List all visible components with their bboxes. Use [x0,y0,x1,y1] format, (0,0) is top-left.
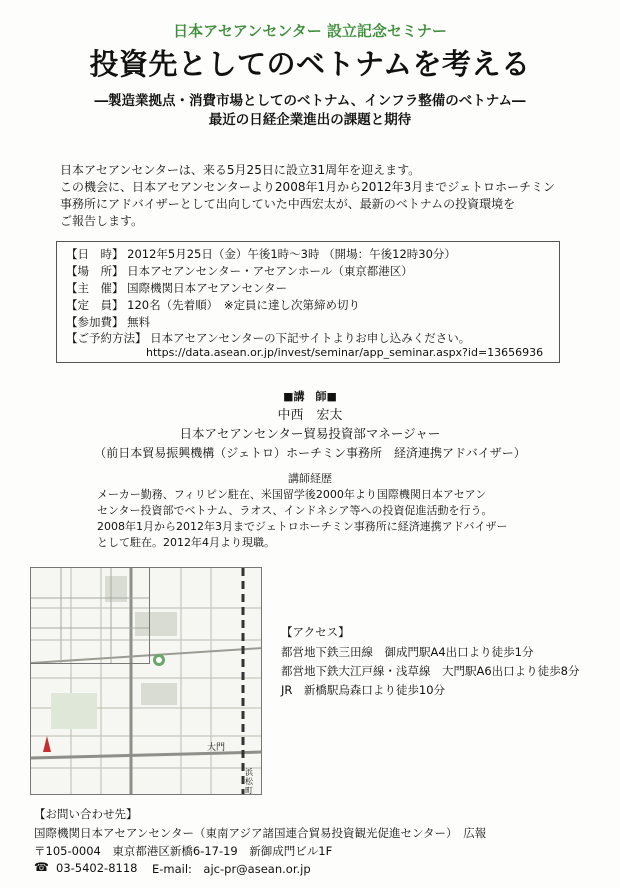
bio-line: センター投資部でベトナム、ラオス、インドネシア等への投資促進活動を行う。 [97,504,493,517]
access-line: 都営地下鉄三田線 御成門駅A4出口より徒歩1分 [281,645,534,659]
contact-address: 〒105-0004 東京都港区新橋6-17-19 新御成門ビル1F [34,844,333,858]
access-map [30,567,262,795]
speaker-title: 日本アセアンセンター貿易投資部マネージャー [179,426,441,441]
bio-line: 2008年1月から2012年3月までジェトロホーチミン事務所に経済連携アドバイザー [97,520,508,533]
contact-phone: 03-5402-8118 [56,861,138,875]
bio-heading: 講師経歴 [288,472,332,485]
speaker-name: 中西 宏太 [277,408,343,423]
phone-icon: ☎ [34,860,49,874]
access-heading: 【アクセス】 [281,625,350,639]
map-label-daimon: 大門 [207,743,226,753]
access-line: JR 新橋駅烏森口より徒歩10分 [281,683,446,697]
speaker-former-position: （前日本貿易振興機構（ジェトロ）ホーチミン事務所 経済連携アドバイザー） [94,446,526,460]
bio-line: メーカー勤務、フィリピン駐在、米国留学後2000年より国際機関日本アセアン [97,488,487,501]
subtitle: ―製造業拠点・消費市場としてのベトナム、インフラ整備のベトナム― [94,93,526,109]
access-line: 都営地下鉄大江戸線・浅草線 大門駅A6出口より徒歩8分 [281,664,580,678]
event-series-title: 日本アセアンセンター 設立記念セミナー [173,22,447,40]
contact-email[interactable]: E-mail: ajc-pr@asean.or.jp [152,862,311,876]
bio-line: として駐在。2012年4月より現職。 [97,536,275,549]
contact-organization: 国際機関日本アセアンセンター（東南アジア諸国連合貿易投資観光促進センター） 広報 [34,826,487,840]
intro-line: 日本アセアンセンターは、来る5月25日に設立31周年を迎えます。 [60,163,421,177]
event-date: 【日 時】 2012年5月25日（金）午後1時～3時 （開場：午後12時30分） [66,247,456,261]
subtitle-2: 最近の日経企業進出の課題と期待 [208,112,412,128]
intro-line: この機会に、日本アセアンセンターより2008年1月から2012年3月までジェトロホーチミン [60,180,556,194]
registration-link[interactable]: https://data.asean.or.jp/invest/seminar/app_seminar.aspx?id=13656936 [146,346,544,359]
speaker-heading: ■講 師■ [283,390,337,403]
event-capacity: 【定 員】 120名（先着順） ※定員に達し次第締め切り [66,298,360,312]
event-fee: 【参加費】 無料 [66,315,151,329]
intro-line: 事務所にアドバイザーとして出向していた中西宏太が、最新のベトナムの投資環境を [60,197,516,211]
page-title: 投資先としてのベトナムを考える [89,47,531,81]
map-inset [31,568,150,664]
event-organizer: 【主 催】 国際機関日本アセアンセンター [66,281,288,295]
reservation-method: 【ご予約方法】 日本アセアンセンターの下記サイトよりお申し込みください。 [66,331,471,345]
contact-heading: 【お問い合わせ先】 [34,807,138,821]
event-venue: 【場 所】 日本アセアンセンター・アセアンホール（東京都港区） [66,264,413,278]
map-label-hamamatsucho: 浜松町 [245,768,253,795]
intro-line: ご報告します。 [60,214,144,228]
